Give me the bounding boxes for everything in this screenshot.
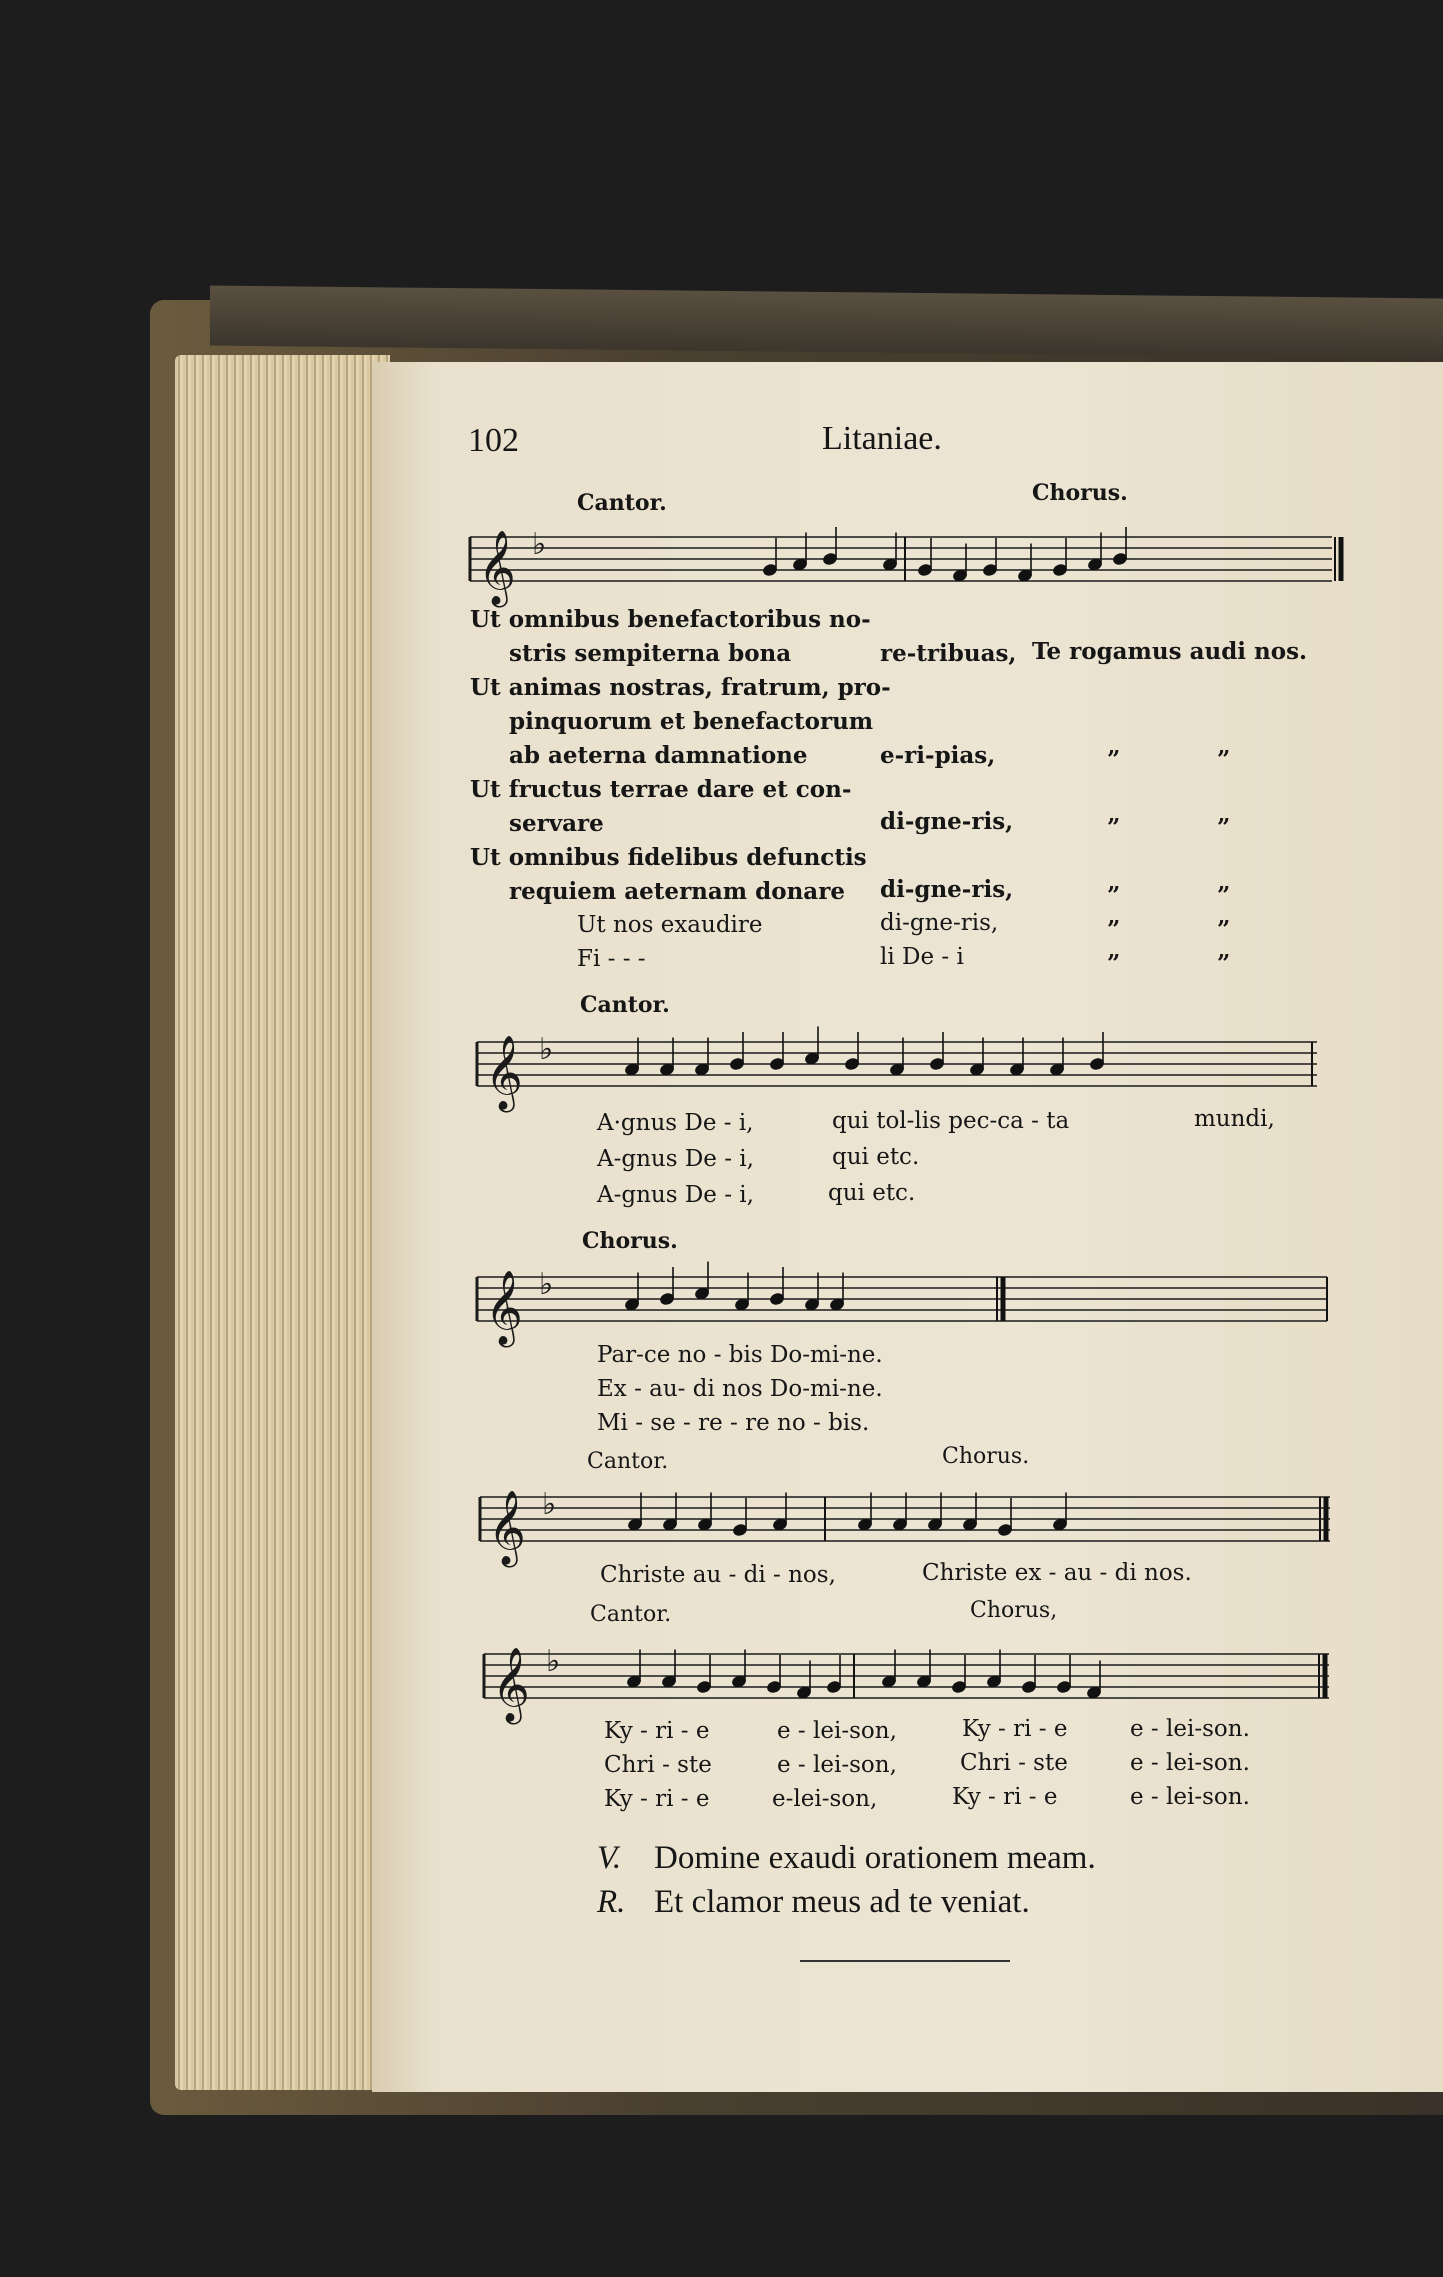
lyric-text: A·gnus De - i, (597, 1110, 754, 1136)
ditto-mark: ” (1217, 882, 1231, 909)
lyric-text: Par-ce no - bis Do-mi-ne. (597, 1342, 883, 1368)
lyric-text: A-gnus De - i, (597, 1146, 754, 1172)
lyric-text: Ky - ri - e (952, 1784, 1058, 1810)
lyric-text: Ky - ri - e (962, 1716, 1068, 1742)
lyric-text: Chri - ste (604, 1752, 712, 1778)
treble-clef-icon: 𝄞 (492, 1648, 530, 1722)
chorus-label: Chorus. (1032, 480, 1128, 506)
petition-verb: li De - i (880, 944, 964, 970)
ditto-mark: ” (1107, 916, 1121, 943)
petition-verb: di-gne-ris, (880, 910, 999, 936)
response-sign: R. (597, 1884, 626, 1920)
page-number: 102 (468, 422, 519, 459)
chorus-label: Chorus. (942, 1444, 1030, 1469)
treble-clef-icon: 𝄞 (478, 531, 516, 605)
petition-verb: e-ri-pias, (880, 742, 996, 769)
lyric-text: qui tol-lis pec-ca - ta (832, 1108, 1070, 1134)
response-text: Et clamor meus ad te veniat. (654, 1884, 1030, 1920)
cantor-label: Cantor. (587, 1449, 669, 1474)
lyric-text: e-lei-son, (772, 1786, 878, 1812)
music-staff-3 (477, 1247, 1327, 1345)
chorus-label: Chorus. (582, 1228, 678, 1254)
lyric-text: e - lei-son. (1130, 1750, 1250, 1776)
lyric-text: Ky - ri - e (604, 1718, 710, 1744)
lyric-text: Ky - ri - e (604, 1786, 710, 1812)
music-staff-1 (470, 507, 1332, 605)
petition-line: requiem aeternam donare (509, 878, 845, 905)
flat-sign-icon: ♭ (532, 527, 547, 562)
music-staff-5 (484, 1624, 1329, 1722)
response-line: Te rogamus audi nos. (1032, 638, 1308, 665)
cantor-label: Cantor. (577, 490, 667, 516)
petition-line: Ut animas nostras, fratrum, pro- (470, 674, 891, 701)
ditto-mark: ” (1107, 950, 1121, 977)
lyric-text: Christe au - di - nos, (600, 1562, 836, 1588)
petition-verb: di-gne-ris, (880, 876, 1014, 903)
lyric-text: qui etc. (832, 1144, 920, 1170)
lyric-text: Chri - ste (960, 1750, 1068, 1776)
music-staff-2 (477, 1012, 1317, 1110)
petition-line: stris sempiterna bona (509, 640, 792, 667)
lyric-text: e - lei-son. (1130, 1784, 1250, 1810)
petition-verb: re-tribuas, (880, 640, 1017, 667)
versicle-text: Domine exaudi orationem meam. (654, 1840, 1096, 1876)
flat-sign-icon: ♭ (539, 1032, 554, 1067)
petition-verb: di-gne-ris, (880, 808, 1014, 835)
lyric-text: qui etc. (828, 1180, 916, 1206)
lyric-text: Christe ex - au - di nos. (922, 1560, 1192, 1586)
book-page (372, 362, 1443, 2092)
lyric-text: e - lei-son, (777, 1752, 897, 1778)
treble-clef-icon: 𝄞 (485, 1036, 523, 1110)
treble-clef-icon: 𝄞 (488, 1491, 526, 1565)
petition-line: Ut omnibus benefactoribus no- (470, 606, 871, 633)
ditto-mark: ” (1107, 746, 1121, 773)
lyric-text: e - lei-son. (1130, 1716, 1250, 1742)
petition-line: Ut omnibus fidelibus defunctis (470, 844, 867, 871)
versicle-sign: V. (597, 1840, 622, 1876)
ditto-mark: ” (1217, 950, 1231, 977)
petition-line: Ut nos exaudire (577, 912, 763, 938)
ditto-mark: ” (1107, 882, 1121, 909)
ditto-mark: ” (1217, 746, 1231, 773)
page-title: Litaniae. (822, 420, 942, 457)
treble-clef-icon: 𝄞 (485, 1271, 523, 1345)
petition-line: Ut fructus terrae dare et con- (470, 776, 852, 803)
lyric-text: A-gnus De - i, (597, 1182, 754, 1208)
cantor-label: Cantor. (580, 992, 670, 1018)
flat-sign-icon: ♭ (539, 1267, 554, 1302)
petition-line: Fi - - - (577, 946, 646, 972)
chorus-label: Chorus, (970, 1598, 1058, 1623)
ditto-mark: ” (1107, 814, 1121, 841)
page-edges (175, 355, 390, 2090)
lyric-text: Mi - se - re - re no - bis. (597, 1410, 870, 1436)
flat-sign-icon: ♭ (546, 1644, 561, 1679)
music-staff-4 (480, 1467, 1330, 1565)
petition-line: servare (509, 810, 604, 837)
cantor-label: Cantor. (590, 1602, 672, 1627)
petition-line: pinquorum et benefactorum (509, 708, 874, 735)
petition-line: ab aeterna damnatione (509, 742, 808, 769)
lyric-text: e - lei-son, (777, 1718, 897, 1744)
lyric-text: Ex - au- di nos Do-mi-ne. (597, 1376, 883, 1402)
ditto-mark: ” (1217, 916, 1231, 943)
closing-rule (800, 1960, 1010, 1962)
ditto-mark: ” (1217, 814, 1231, 841)
lyric-text: mundi, (1194, 1106, 1275, 1132)
flat-sign-icon: ♭ (542, 1487, 557, 1522)
